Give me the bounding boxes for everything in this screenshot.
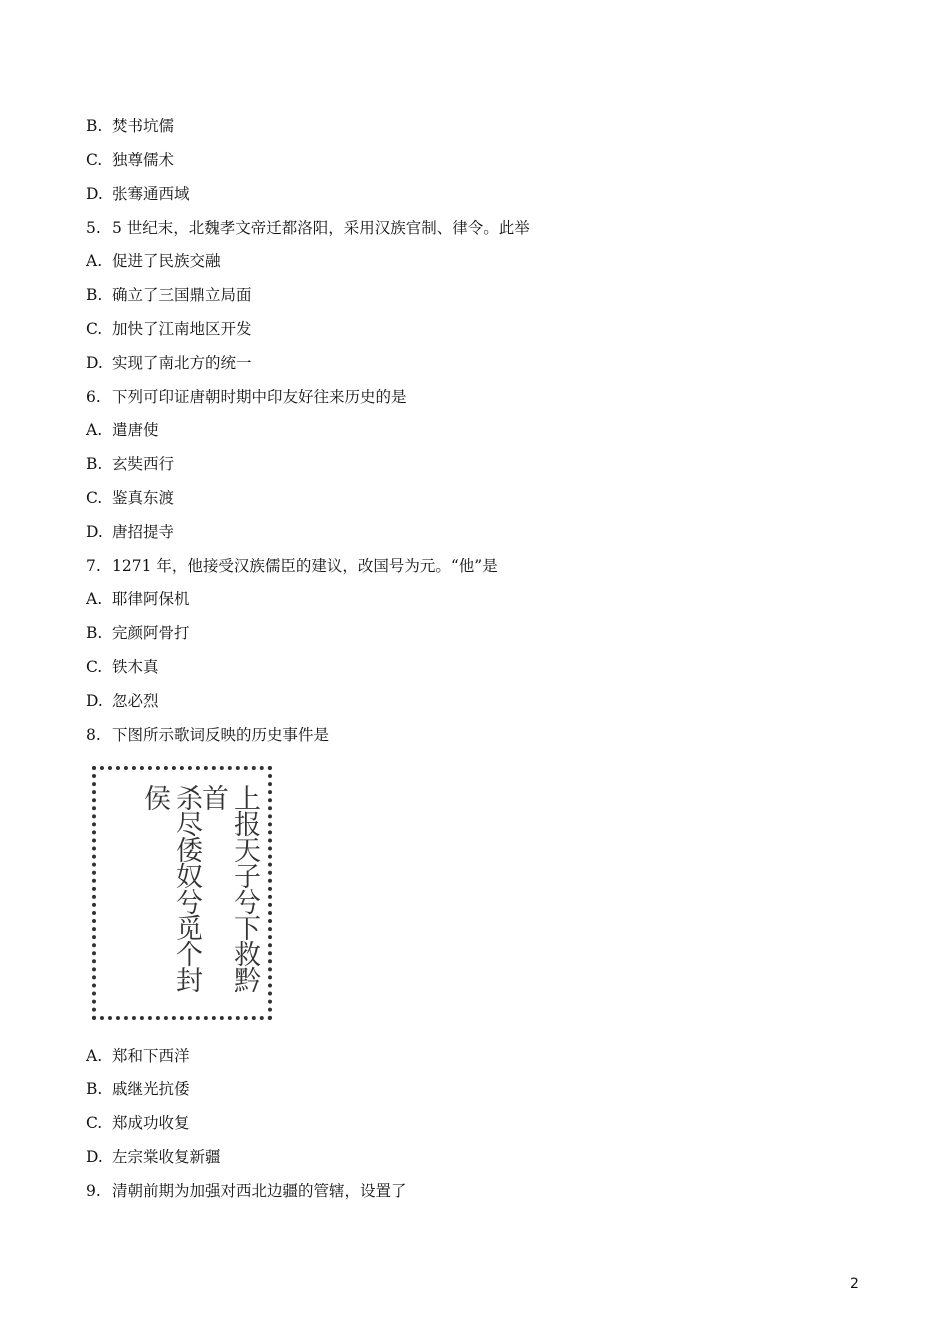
option-text: 张骞通西域 xyxy=(112,185,190,203)
option-text: 焚书坑儒 xyxy=(112,117,175,135)
question-text: 下图所示歌词反映的历史事件是 xyxy=(112,726,330,744)
option-line xyxy=(86,1147,221,1167)
option-line xyxy=(86,454,174,474)
option-label: A. xyxy=(86,252,103,270)
option-label: A. xyxy=(86,421,103,439)
question-7 xyxy=(86,556,498,576)
option-line xyxy=(86,657,159,677)
question-5 xyxy=(86,218,530,238)
option-text: 戚继光抗倭 xyxy=(112,1080,190,1098)
option-label: B. xyxy=(86,624,103,642)
option-line xyxy=(86,1046,190,1066)
option-label: A. xyxy=(86,590,103,608)
option-line xyxy=(86,150,174,170)
lyrics-right-column: 上报天子兮下救黔首 xyxy=(197,784,260,992)
option-label: C. xyxy=(86,1114,103,1132)
lyrics-left-column: 杀尽倭奴兮觅个封侯 xyxy=(139,784,202,992)
option-line xyxy=(86,691,159,711)
option-label: D. xyxy=(86,354,103,372)
option-text: 玄奘西行 xyxy=(112,455,175,473)
option-text: 加快了江南地区开发 xyxy=(112,320,252,338)
option-text: 忽必烈 xyxy=(112,692,159,710)
option-line xyxy=(86,1113,190,1133)
lyrics-figure xyxy=(92,766,272,1020)
question-text: 清朝前期为加强对西北边疆的管辖，设置了 xyxy=(112,1182,407,1200)
option-label: D. xyxy=(86,1148,103,1166)
question-number: 5. xyxy=(86,219,101,237)
option-label: B. xyxy=(86,1080,103,1098)
option-line xyxy=(86,184,190,204)
page-number: 2 xyxy=(850,1276,859,1292)
option-text: 实现了南北方的统一 xyxy=(112,354,252,372)
option-text: 确立了三国鼎立局面 xyxy=(112,286,252,304)
question-number: 7. xyxy=(86,557,101,575)
question-text: 下列可印证唐朝时期中印友好往来历史的是 xyxy=(112,388,407,406)
option-text: 遣唐使 xyxy=(112,421,159,439)
option-text: 唐招提寺 xyxy=(112,523,175,541)
option-line xyxy=(86,1079,190,1099)
question-9 xyxy=(86,1181,407,1201)
question-6 xyxy=(86,387,407,407)
option-text: 铁木真 xyxy=(112,658,159,676)
option-label: C. xyxy=(86,489,103,507)
question-text: 5 世纪末，北魏孝文帝迁都洛阳，采用汉族官制、律令。此举 xyxy=(112,219,530,237)
option-line xyxy=(86,420,159,440)
option-label: A. xyxy=(86,1047,103,1065)
option-line xyxy=(86,319,252,339)
option-label: C. xyxy=(86,658,103,676)
option-text: 鉴真东渡 xyxy=(112,489,175,507)
option-line xyxy=(86,623,190,643)
question-number: 6. xyxy=(86,388,101,406)
option-text: 促进了民族交融 xyxy=(112,252,221,270)
option-label: D. xyxy=(86,523,103,541)
question-number: 8. xyxy=(86,726,101,744)
option-line xyxy=(86,285,252,305)
option-text: 独尊儒术 xyxy=(112,151,175,169)
option-label: B. xyxy=(86,286,103,304)
option-text: 郑和下西洋 xyxy=(112,1047,190,1065)
option-label: D. xyxy=(86,185,103,203)
option-line xyxy=(86,116,174,136)
option-label: D. xyxy=(86,692,103,710)
question-8 xyxy=(86,725,329,745)
option-text: 完颜阿骨打 xyxy=(112,624,190,642)
question-number: 9. xyxy=(86,1182,101,1200)
option-line xyxy=(86,488,174,508)
option-text: 耶律阿保机 xyxy=(112,590,190,608)
option-label: B. xyxy=(86,117,103,135)
option-line xyxy=(86,589,190,609)
option-label: C. xyxy=(86,320,103,338)
option-text: 郑成功收复 xyxy=(112,1114,190,1132)
option-label: B. xyxy=(86,455,103,473)
question-text: 1271 年，他接受汉族儒臣的建议，改国号为元。“他”是 xyxy=(112,557,498,575)
option-line xyxy=(86,353,252,373)
option-label: C. xyxy=(86,151,103,169)
option-text: 左宗棠收复新疆 xyxy=(112,1148,221,1166)
option-line xyxy=(86,251,221,271)
option-line xyxy=(86,522,174,542)
